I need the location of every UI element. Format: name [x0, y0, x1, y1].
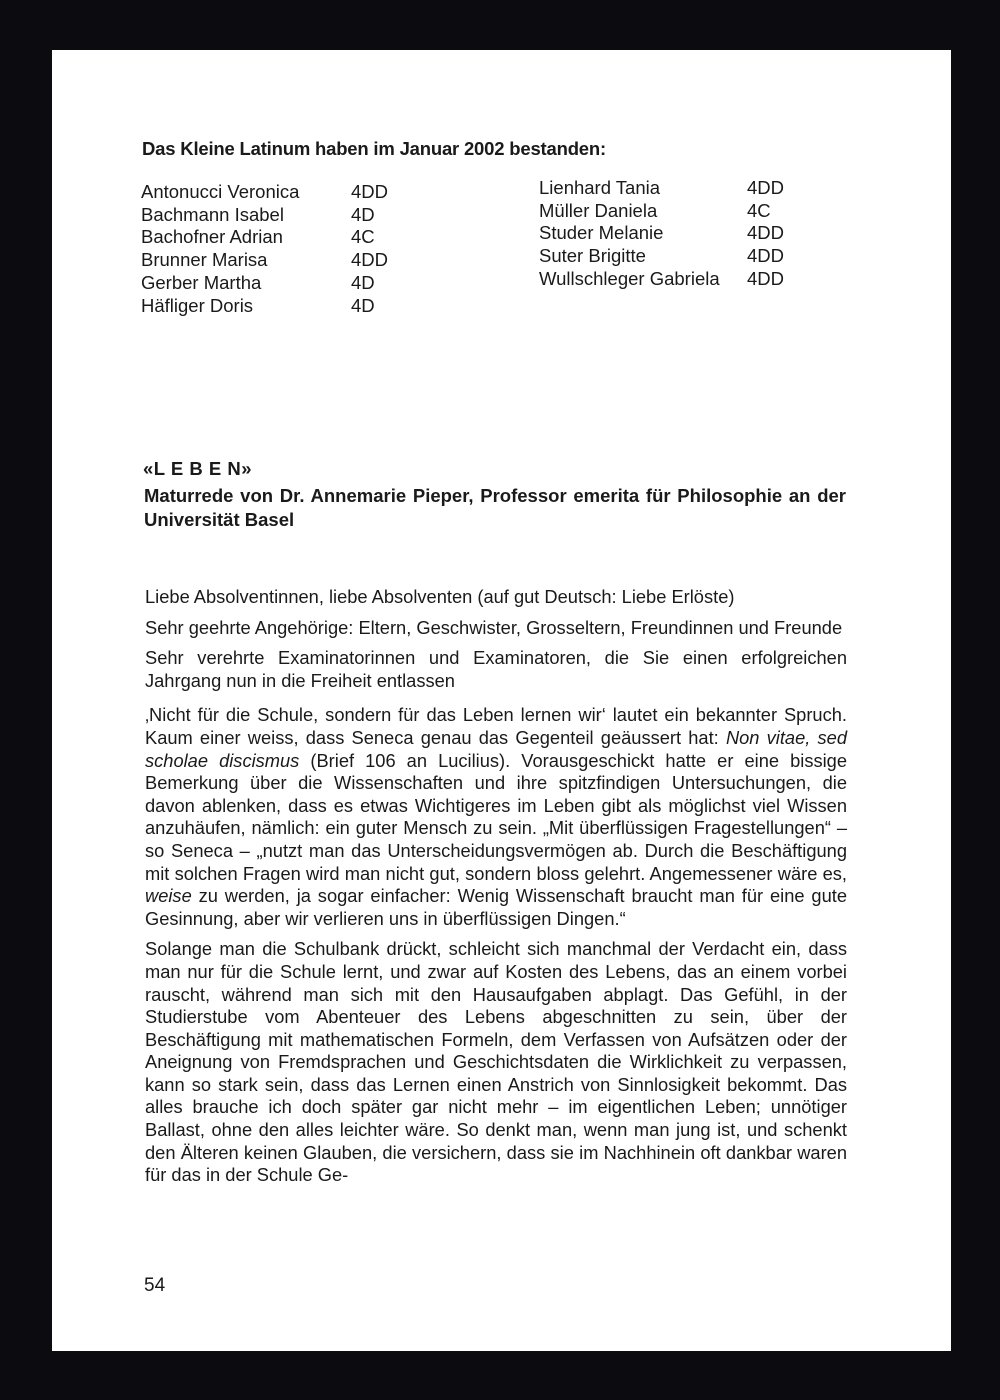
paragraph-text: (Brief 106 an Lucilius). Vorausgeschickt hatte er eine bissige Bemerkung über die Wissenschaften und ihre spitzfindigen Untersuchungen, die davon ablenken, dass es etwas Wichtigeres im Leben gibt als möglichst viel Wissen anzuhäufen, nämlich: ein guter Mensch zu sein. „Mit überflüssigen Fragestellungen“ – so Seneca – „nutzt man das Unterscheidungsvermögen ab. Durch die Beschäftigung mit solchen Fragen wird man nicht gut, sondern bloss gelehrt. Angemessener wäre es,: [145, 749, 847, 884]
list-item: [539, 245, 784, 268]
student-class: 4DD: [747, 177, 785, 198]
student-name: Bachmann Isabel: [141, 203, 284, 225]
salutation: Liebe Absolventinnen, liebe Absolventen (auf gut Deutsch: Liebe Erlöste): [145, 586, 735, 607]
list-item: [539, 200, 784, 223]
student-class: 4DD: [747, 245, 785, 267]
student-name: Studer Melanie: [539, 222, 664, 244]
student-name: Häfliger Doris: [141, 294, 254, 316]
list-item: [141, 295, 388, 318]
exam-list-right-column: [539, 177, 784, 291]
exam-list-heading: Das Kleine Latinum haben im Januar 2002 bestanden:: [142, 138, 606, 159]
speech-title: «L E B E N»: [143, 458, 253, 479]
student-name: Suter Brigitte: [539, 245, 646, 267]
list-item: [141, 181, 388, 204]
student-name: Brunner Marisa: [141, 249, 268, 271]
student-class: 4DD: [351, 181, 389, 202]
student-class: 4C: [351, 226, 375, 248]
paragraph: [145, 704, 847, 930]
student-name: Antonucci Veronica: [141, 181, 300, 202]
student-class: 4D: [351, 203, 375, 225]
student-name: Lienhard Tania: [539, 177, 661, 198]
list-item: [141, 249, 388, 272]
student-class: 4D: [351, 271, 375, 293]
student-class: 4DD: [351, 249, 389, 271]
document-page: [52, 50, 951, 1351]
paragraph-text: ‚Nicht für die Schule, sondern für das Leben lernen wir‘ lautet ein bekannter Spruch. Kaum einer weiss, dass Seneca genau das Gegenteil geäussert hat:: [145, 704, 847, 748]
student-class: 4DD: [747, 267, 785, 289]
speech-subtitle: Maturrede von Dr. Annemarie Pieper, Professor emerita für Philosophie an der Universität Basel: [144, 485, 846, 530]
salutation: Sehr verehrte Examinatorinnen und Examinatoren, die Sie einen erfolgreichen Jahrgang nun in die Freiheit entlassen: [145, 647, 847, 691]
list-item: [141, 226, 388, 249]
list-item: [539, 268, 784, 291]
paragraph: Solange man die Schulbank drückt, schleicht sich manchmal der Verdacht ein, dass man nur für die Schule lernt, und zwar auf Kosten des Lebens, das an einem vorbei rauscht, während man sich mit den Hausaufgaben abplagt. Das Gefühl, in der Studierstube vom Abenteuer des Lebens abgeschnitten zu sein, über der Beschäftigung mit mathematischen Formeln, dem Verfassen von Aufsätzen oder der Aneignung von Fremdsprachen und Geschichtsdaten die Wirklichkeit zu verpassen, kann so stark sein, dass das Lernen einen Anstrich von Sinnlosigkeit bekommt. Das alles brauche ich doch später gar nicht mehr – im eigentlichen Leben; unnötiger Ballast, ohne den alles leichter wäre. So denkt man, wenn man jung ist, und schenkt den Älteren keinen Glauben, die versichern, dass sie im Nachhinein oft dankbar waren für das in der Schule Ge-: [145, 938, 847, 1186]
list-item: [539, 177, 784, 200]
emphasis-text: weise: [145, 885, 192, 907]
list-item: [539, 222, 784, 245]
student-name: Bachofner Adrian: [141, 226, 283, 248]
student-name: Wullschleger Gabriela: [539, 267, 720, 289]
student-class: 4D: [351, 294, 375, 316]
exam-list-left-column: [141, 181, 388, 317]
student-name: Gerber Martha: [141, 271, 262, 293]
page-number: 54: [144, 1275, 166, 1296]
student-class: 4C: [747, 199, 771, 221]
paragraph-text: zu werden, ja sogar einfacher: Wenig Wissenschaft braucht man für eine gute Gesinnung, aber wir verlieren uns in überflüssigen Dingen.“: [145, 885, 847, 929]
list-item: [141, 204, 388, 227]
salutation: Sehr geehrte Angehörige: Eltern, Geschwister, Grosseltern, Freundinnen und Freunde: [145, 616, 843, 638]
student-name: Müller Daniela: [539, 199, 658, 221]
list-item: [141, 272, 388, 295]
latin-quote: Non vitae, sed scholae discismus: [145, 726, 847, 771]
student-class: 4DD: [747, 222, 785, 244]
speech-body: [145, 586, 847, 1197]
